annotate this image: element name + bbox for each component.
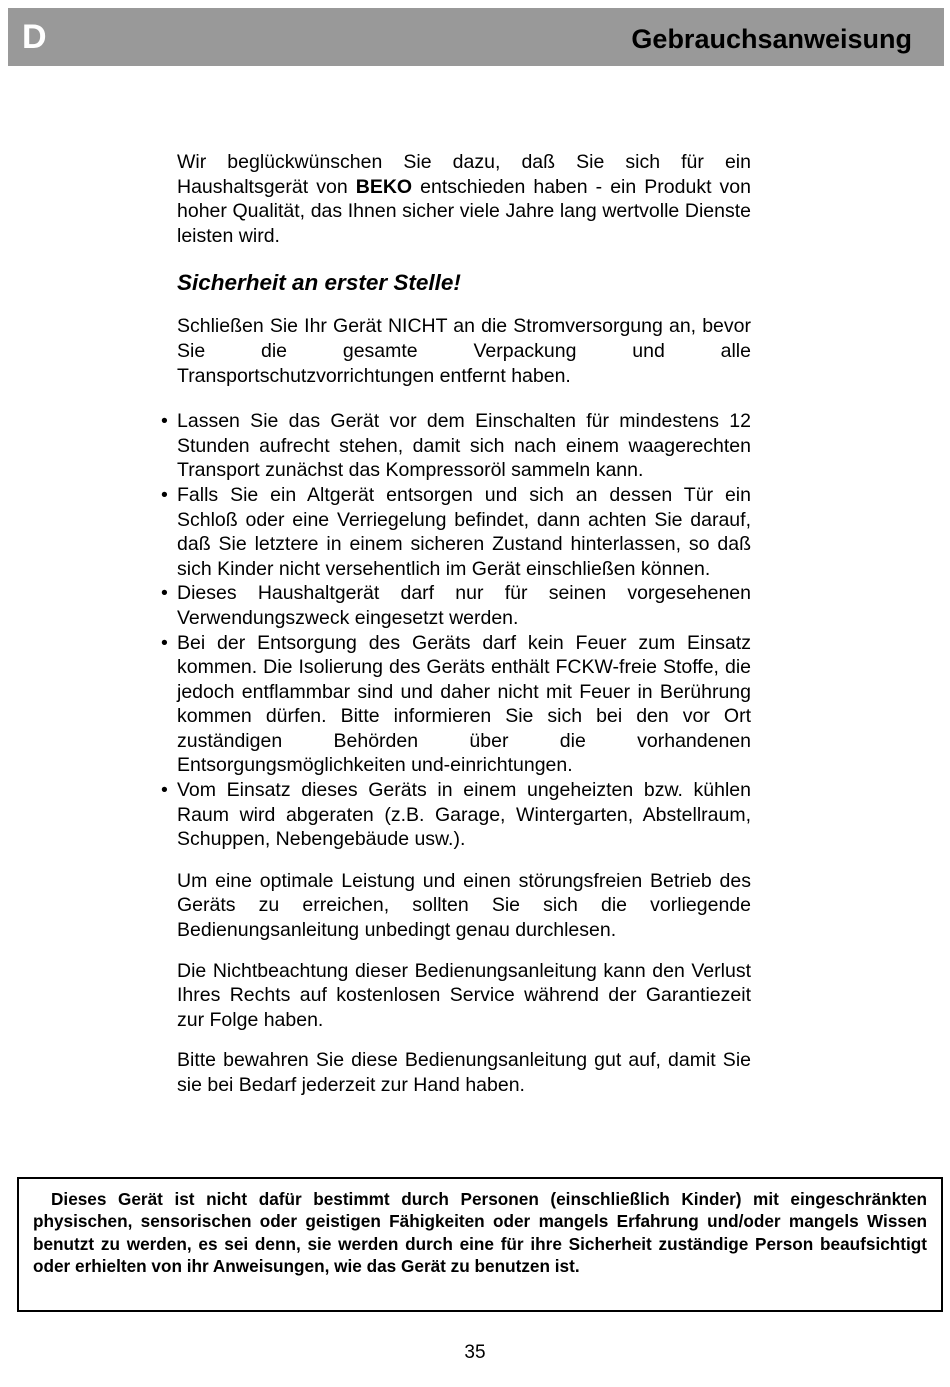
language-code: D [22, 18, 47, 56]
list-item [161, 483, 751, 581]
bullet-icon: • [161, 483, 168, 506]
main-content [161, 150, 751, 1098]
list-item-text: Dieses Haushaltgerät darf nur für seinen vorgesehenen Verwendungszweck eingesetzt werden. [177, 582, 751, 629]
safety-warning: Schließen Sie Ihr Gerät NICHT an die Stromversorgung an, bevor Sie die gesamte Verpackung und alle Transportschutzvorrichtungen entfernt haben. [177, 315, 751, 387]
intro-paragraph [177, 150, 751, 248]
brand-name: BEKO [355, 175, 413, 198]
page-number: 35 [464, 1342, 486, 1363]
bullet-icon: • [161, 582, 168, 605]
optimal-use-paragraph: Um eine optimale Leistung und einen störungsfreien Betrieb des Geräts zu erreichen, sollten Sie sich die vorliegende Bedienungsanleitung unbedingt genau durchlesen. [177, 869, 751, 942]
bullet-icon: • [161, 631, 168, 654]
list-item-text: Lassen Sie das Gerät vor dem Einschalten für mindestens 12 Stunden aufrecht stehen, damit sich nach einem waagerechten Transport zunächst das Kompressoröl sammeln kann. [177, 410, 751, 482]
safety-bullet-list [161, 409, 751, 852]
page-title: Gebrauchsanweisung [631, 24, 912, 54]
list-item [161, 631, 751, 779]
list-item-text: Vom Einsatz dieses Geräts in einem ungeheizten bzw. kühlen Raum wird abgeraten (z.B. Garage, Wintergarten, Abstellraum, Schuppen, Nebengebäude usw.). [177, 779, 751, 851]
intro-text-end: entschieden haben - ein Produkt von hoher Qualität, das Ihnen sicher viele Jahre lang wertvolle Dienste leisten wird. [177, 175, 751, 247]
list-item [161, 778, 751, 852]
bullet-icon: • [161, 410, 168, 433]
keep-manual-paragraph: Bitte bewahren Sie diese Bedienungsanleitung gut auf, damit Sie sie bei Bedarf jederzeit zur Hand haben. [177, 1049, 751, 1096]
page-header [8, 8, 944, 66]
intro-text-start: Wir beglückwünschen Sie dazu, daß Sie sich für ein Haushaltsgerät von [177, 151, 751, 198]
list-item-text: Bei der Entsorgung des Geräts darf kein Feuer zum Einsatz kommen. Die Isolierung des Geräts enthält FCKW-freie Stoffe, die jedoch entflammbar sind und daher nicht mit Feuer in Berührung kommen dürfen. Bitte informieren Sie sich bei den vor Ort zuständigen Behörden über die vorhandenen Entsorgungsmöglichkeiten und-einrichtungen. [177, 631, 751, 777]
safety-heading: Sicherheit an erster Stelle! [177, 270, 461, 296]
notice-box: Dieses Gerät ist nicht dafür bestimmt durch Personen (einschließlich Kinder) mit eingeschränkten physischen, sensorischen oder geistigen Fähigkeiten oder mangels Erfahrung und/oder mangels Wissen benutzt zu werden, es sei denn, sie werden durch eine für ihre Sicherheit zuständige Person beaufsichtigt oder erhielten von ihr Anweisungen, wie das Gerät zu benutzen ist. [17, 1177, 943, 1312]
bullet-icon: • [161, 779, 168, 802]
list-item [161, 581, 751, 630]
list-item-text: Falls Sie ein Altgerät entsorgen und sich an dessen Tür ein Schloß oder eine Verriegelung befindet, dann achten Sie darauf, daß Sie letztere in einem sicheren Zustand hinterlassen, so daß sich Kinder nicht versehentlich im Gerät einschließen können. [177, 483, 751, 580]
list-item [161, 409, 751, 483]
warranty-paragraph: Die Nichtbeachtung dieser Bedienungsanleitung kann den Verlust Ihres Rechts auf kostenlosen Service während der Garantiezeit zur Folge haben. [177, 959, 751, 1031]
